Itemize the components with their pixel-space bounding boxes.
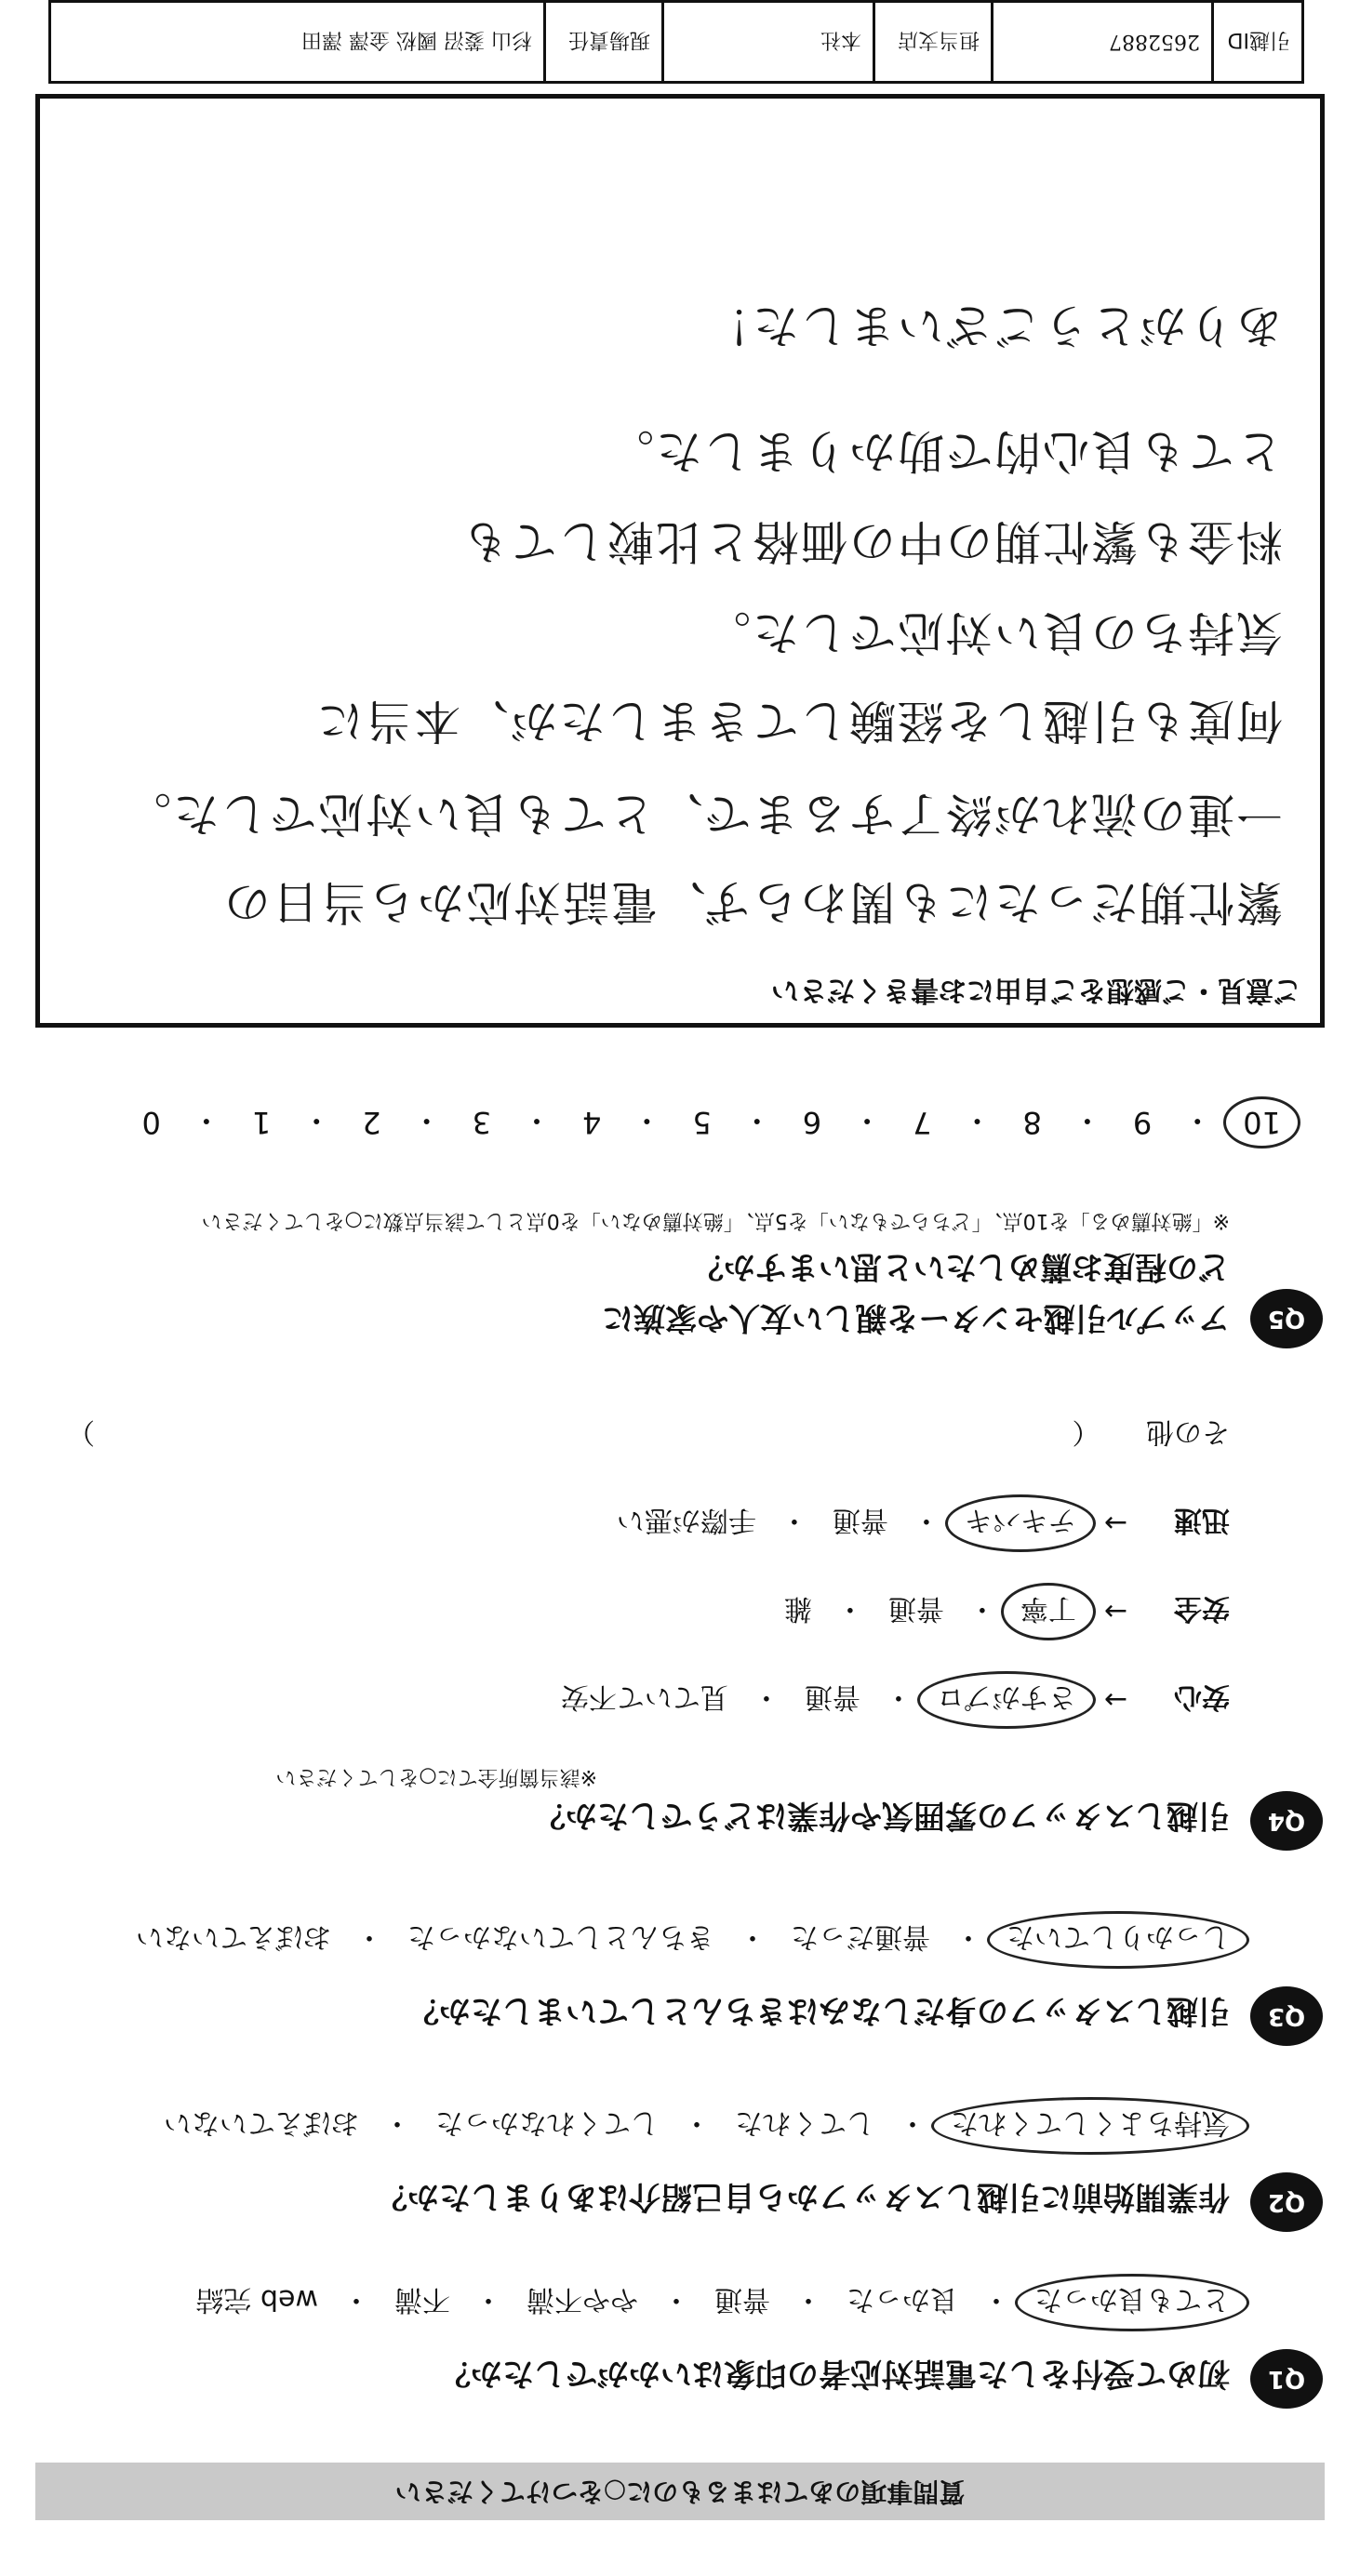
q5-question-line2: どの程度お薦めしたいと思いますか？ <box>692 1248 1230 1285</box>
q5-scale: 10 ・ 9 ・ 8 ・ 7 ・ 6 ・ 5 ・ 4 ・ 3 ・ 2 ・ 1 ・ 0 <box>142 1101 1281 1144</box>
q4-option[interactable]: 手際が悪い <box>616 1504 756 1536</box>
q5-score[interactable]: 7 <box>913 1105 932 1140</box>
comment-line: 気持ちの良い対応でした。 <box>702 605 1283 659</box>
q2-badge: Q2 <box>1250 2172 1323 2232</box>
q5-score[interactable]: 2 <box>362 1105 381 1140</box>
q5-score-selected[interactable]: 10 <box>1223 1096 1300 1149</box>
q1-option[interactable]: 普通 <box>714 2283 770 2316</box>
q4-option[interactable]: 見ていて不安 <box>560 1680 728 1713</box>
q5-score[interactable]: 0 <box>141 1105 161 1140</box>
q5-note: ※「絶対薦める」を10点、「どちらでもない」を5点、「絶対薦めない」を0点として該当点数に○をしてください <box>201 1209 1230 1232</box>
q4-other-label: その他 <box>1146 1415 1230 1448</box>
id-value: 2652887 <box>993 2 1213 83</box>
q1-question: 初めて受付をした電話対応者の印象はいかがでしたか？ <box>439 2355 1230 2392</box>
id-label: 引越ID <box>1213 2 1303 83</box>
q5-score[interactable]: 5 <box>692 1105 712 1140</box>
arrow-icon: → <box>1103 1507 1127 1540</box>
comment-line: 繁忙期だったにも関わらず、電話対応から当日の <box>222 875 1283 929</box>
q2-options: 気持ちよくしてくれた ・ してくれた ・ してくれなかった ・ おぼえていない <box>164 2105 1230 2146</box>
q1-option[interactable]: web 完結 <box>195 2283 318 2316</box>
q5-score[interactable]: 4 <box>582 1105 602 1140</box>
q4-other-open: （ <box>1072 1415 1100 1448</box>
comment-line: 一連の流れが終了するまで、とても良い対応でした。 <box>123 787 1283 841</box>
q4-row-anzen: 安全 → 丁寧 ・ 普通 ・ 雑 <box>784 1591 1230 1632</box>
q2-option-selected[interactable]: 気持ちよくしてくれた <box>931 2097 1249 2155</box>
q3-option[interactable]: 普通だった <box>791 1920 930 1953</box>
q4-question: 引越しスタッフの雰囲気や作業はどうでしたか？ <box>534 1797 1230 1834</box>
comment-line: とても良心的で助かりました。 <box>606 424 1283 478</box>
arrow-icon: → <box>1103 1595 1127 1628</box>
q1-option[interactable]: やや不満 <box>527 2283 638 2316</box>
comments-box <box>35 94 1325 1028</box>
q4-row-label: 安全 <box>1174 1592 1230 1625</box>
branch-value: 本社 <box>663 2 874 83</box>
q4-option[interactable]: 普通 <box>804 1680 860 1713</box>
q4-option[interactable]: 雑 <box>783 1592 812 1625</box>
q1-badge: Q1 <box>1250 2349 1323 2409</box>
q5-badge: Q5 <box>1250 1289 1323 1348</box>
q3-option-selected[interactable]: しっかりしていた <box>987 1911 1249 1969</box>
q3-question: 引越しスタッフの身だしなみはきちんとしていましたか？ <box>407 1992 1230 2029</box>
q5-score[interactable]: 6 <box>802 1105 822 1140</box>
branch-label: 担当支店 <box>874 2 993 83</box>
q4-note: ※該当箇所全てに○をしてください <box>275 1765 597 1788</box>
instruction-header: 質問事項のあてはまるものに○をつけてください <box>35 2463 1325 2520</box>
q3-option[interactable]: きちんとしていなかった <box>407 1920 714 1953</box>
leader-label: 現場責任 <box>545 2 663 83</box>
q1-option-selected[interactable]: とても良かった <box>1015 2274 1249 2331</box>
comment-line: 何度も引越しを経験してきましたが、本当に <box>315 694 1283 748</box>
q5-score[interactable]: 8 <box>1022 1105 1042 1140</box>
q4-row-label: 迅速 <box>1174 1504 1230 1536</box>
q4-option[interactable]: 普通 <box>887 1592 944 1625</box>
q4-option-selected[interactable]: 丁寧 <box>1001 1583 1096 1640</box>
q4-other-close: ） <box>67 1415 95 1448</box>
q4-other <box>39 1414 1230 1455</box>
comments-title: ご意見・ご感想をご自由にお書きください <box>771 974 1301 1006</box>
arrow-icon: → <box>1103 1683 1127 1717</box>
q4-badge: Q4 <box>1250 1791 1323 1851</box>
q1-option[interactable]: 不満 <box>394 2283 450 2316</box>
q5-score[interactable]: 1 <box>251 1105 272 1140</box>
q5-score[interactable]: 9 <box>1132 1105 1153 1140</box>
q4-option-selected[interactable]: テキパキ <box>945 1494 1096 1552</box>
q3-badge: Q3 <box>1250 1986 1323 2046</box>
q5-score[interactable]: 3 <box>472 1105 492 1140</box>
q2-question: 作業開始前に引越しスタッフから自己紹介はありましたか？ <box>376 2178 1230 2215</box>
q3-options: しっかりしていた ・ 普通だった ・ きちんとしていなかった ・ おぼえていない <box>136 1919 1230 1960</box>
q5-question-line1: アップル引越センターを親しい友人や家族に <box>602 1299 1230 1336</box>
q4-row-jinsoku: 迅速 → テキパキ ・ 普通 ・ 手際が悪い <box>617 1503 1230 1544</box>
q2-option[interactable]: おぼえていない <box>164 2106 359 2139</box>
q1-options: とても良かった ・ 良かった ・ 普通 ・ やや不満 ・ 不満 ・ web 完結 <box>195 2282 1230 2323</box>
footer-id-table <box>48 0 1304 84</box>
q4-option-selected[interactable]: さすがプロ <box>917 1671 1096 1729</box>
q4-row-anshin: 安心 → さすがプロ ・ 普通 ・ 見ていて不安 <box>561 1680 1230 1720</box>
q2-option[interactable]: してくれなかった <box>435 2106 659 2139</box>
q4-option[interactable]: 普通 <box>832 1504 888 1536</box>
q1-option[interactable]: 良かった <box>847 2283 958 2316</box>
q4-row-label: 安心 <box>1174 1680 1230 1713</box>
comment-line: ありがとうございました！ <box>702 299 1283 352</box>
leader-value: 杉山 菱沼 國松 金澤 澤田 <box>50 2 545 83</box>
q3-option[interactable]: おぼえていない <box>136 1920 331 1953</box>
q2-option[interactable]: してくれた <box>735 2106 874 2139</box>
comment-line: 料金も繁忙期の中の価格と比較しても <box>460 514 1283 568</box>
